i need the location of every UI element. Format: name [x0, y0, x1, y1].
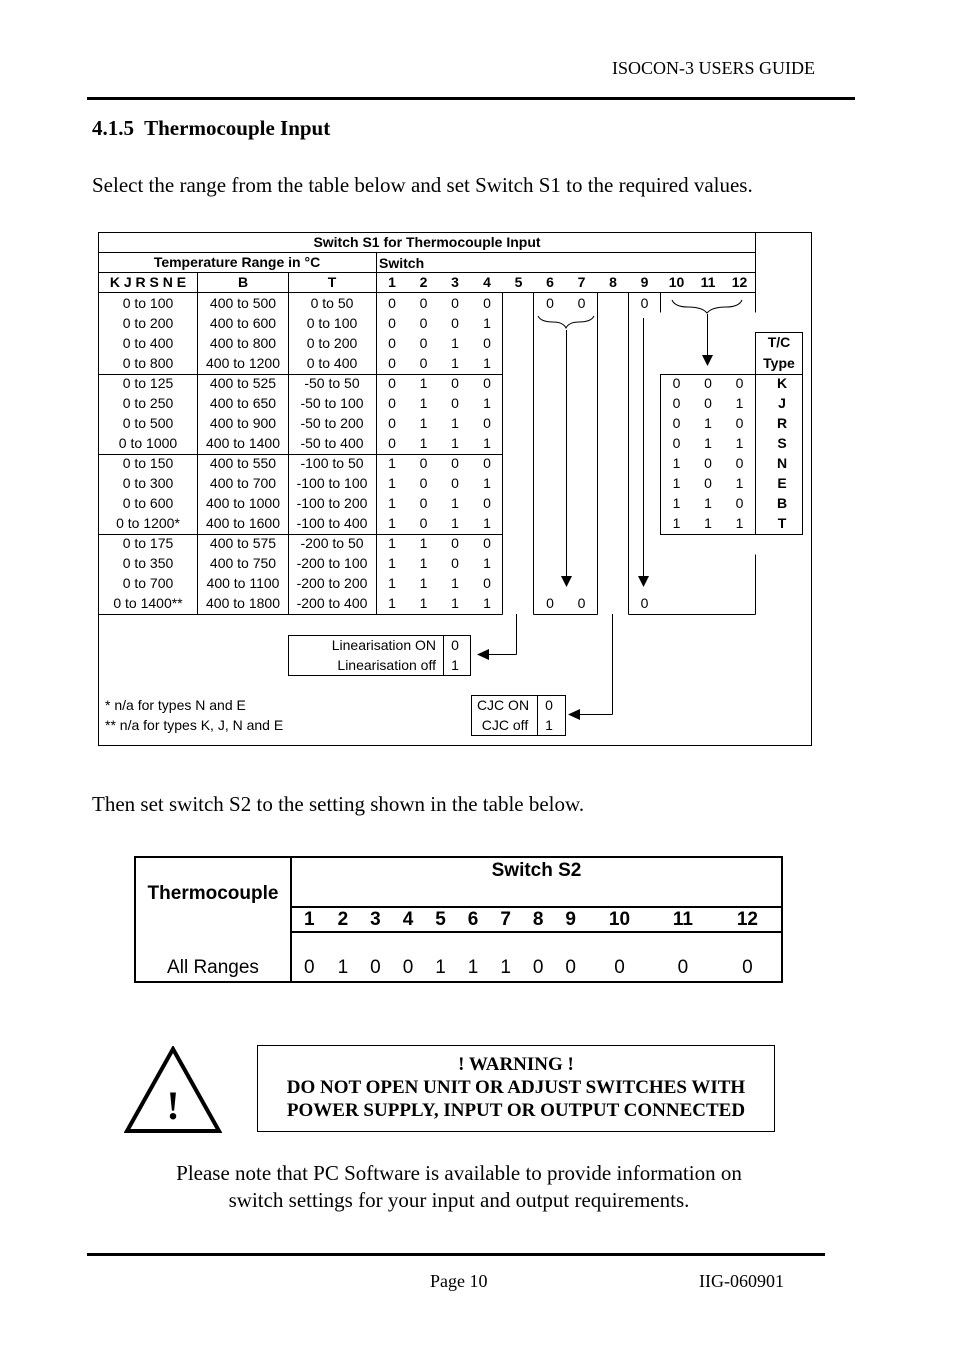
s2-switch-value: 1 [457, 932, 490, 982]
s1-switch-value: 0 [483, 295, 491, 311]
s1-switch-value: 1 [483, 315, 491, 331]
s1-range-cell: -200 to 400 [296, 595, 368, 611]
s1-range-cell: 0 to 1000 [118, 435, 178, 451]
s1-tc-type: S [777, 435, 787, 451]
s1-switch-value: 0 [388, 395, 396, 411]
section-heading: 4.1.5 Thermocouple Input [92, 116, 331, 140]
s1-switch-value: 1 [419, 435, 428, 451]
s1-tc-type-header: T/C [767, 334, 791, 350]
s1-range-cell: 400 to 1100 [206, 575, 280, 591]
s1-tc-bit: 1 [672, 475, 681, 491]
s1-tc-type: K [776, 375, 788, 391]
s1-switch-value: 0 [419, 315, 428, 331]
s1-switch-value: 1 [451, 495, 459, 511]
s1-switch-value: 0 [483, 375, 491, 391]
s1-range-cell: 0 to 1200* [116, 515, 180, 531]
s1-switch-value: 0 [419, 335, 428, 351]
s2-switch-number: 7 [489, 907, 522, 932]
s1-sw7-top: 0 [577, 295, 586, 311]
s1-switch-value: 1 [483, 355, 491, 371]
s1-tc-bit: 0 [672, 375, 681, 391]
note-line-1: Please note that PC Software is available to provide information on [176, 1161, 742, 1185]
s1-switch-value: 1 [419, 375, 428, 391]
s2-switch-value: 0 [291, 932, 327, 982]
s1-switch-value: 0 [388, 435, 396, 451]
cjc-off-label: CJC off [481, 717, 529, 733]
s1-switch-number: 9 [640, 274, 649, 290]
s1-switch-value: 0 [388, 355, 396, 371]
s1-switch-value: 1 [483, 475, 491, 491]
s1-tc-bit: 1 [704, 495, 712, 511]
s1-switch-value: 0 [419, 295, 428, 311]
linearisation-off-label: Linearisation off [337, 657, 436, 673]
s1-switch-value: 0 [451, 315, 459, 331]
footer-rule [87, 1253, 825, 1256]
s1-tc-bit: 1 [672, 515, 681, 531]
s2-switch-value: 0 [652, 932, 714, 982]
s1-range-cell: 400 to 750 [209, 555, 277, 571]
s1-range-cell: 400 to 575 [209, 535, 277, 551]
s1-range-cell: 0 to 400 [122, 335, 174, 351]
s1-switch-value: 1 [419, 415, 428, 431]
s1-tc-bit: 0 [672, 415, 681, 431]
s1-sw9-top: 0 [640, 295, 649, 311]
s1-tc-type: B [776, 495, 788, 511]
s1-range-cell: -50 to 200 [300, 415, 364, 431]
s1-range-cell: -100 to 100 [296, 475, 368, 491]
s1-tc-type: E [777, 475, 787, 491]
s1-switch-value: 0 [483, 335, 491, 351]
s1-range-cell: 0 to 200 [306, 335, 358, 351]
s1-switch-number: 6 [546, 274, 554, 290]
s2-switch-number: 3 [359, 907, 392, 932]
s1-switch-value: 1 [388, 515, 396, 531]
s1-tc-bit: 1 [704, 515, 712, 531]
s1-switch-value: 1 [388, 495, 396, 511]
s1-switch-value: 1 [451, 335, 459, 351]
s1-range-cell: 0 to 1400** [113, 595, 183, 611]
s1-switch-value: 0 [483, 575, 491, 591]
s1-range-cell: -50 to 100 [300, 395, 364, 411]
s2-switch-number: 8 [522, 907, 555, 932]
s1-range-cell: 0 to 150 [122, 455, 174, 471]
s1-switch-value: 0 [451, 455, 459, 471]
s2-switch-value: 0 [587, 932, 652, 982]
s1-switch-value: 0 [419, 475, 428, 491]
s1-switch-value: 1 [451, 435, 459, 451]
s1-range-cell: 0 to 50 [310, 295, 354, 311]
s1-tc-type: N [776, 455, 788, 471]
s2-switch-number: 12 [714, 907, 782, 932]
s1-switch-value: 1 [483, 595, 491, 611]
s1-range-cell: 0 to 350 [122, 555, 174, 571]
s1-range-cell: 0 to 175 [122, 535, 174, 551]
s1-col-header: B [237, 274, 249, 290]
s1-range-cell: 0 to 250 [122, 395, 174, 411]
s1-tc-bit: 0 [735, 375, 744, 391]
s1-switch-value: 0 [419, 495, 428, 511]
s1-switch-value: 1 [388, 535, 396, 551]
cjc-off-value: 1 [545, 717, 553, 733]
s1-range-cell: 400 to 900 [209, 415, 277, 431]
s1-switch-value: 0 [483, 415, 491, 431]
s1-switch-value: 0 [388, 375, 396, 391]
s1-switch-value: 0 [419, 515, 428, 531]
s1-tc-bit: 1 [672, 455, 681, 471]
s2-row-label: All Ranges [135, 932, 291, 982]
intro-text: Select the range from the table below and set Switch S1 to the required values. [92, 173, 753, 197]
s1-switch-number: 8 [609, 274, 617, 290]
s1-switch-number: 4 [483, 274, 491, 290]
s1-switch-value: 1 [483, 555, 491, 571]
s2-switch-number: 10 [587, 907, 652, 932]
s1-tc-bit: 0 [735, 415, 744, 431]
s2-switch-number: 6 [457, 907, 490, 932]
s1-range-cell: 0 to 200 [122, 315, 174, 331]
s1-range-cell: 0 to 100 [306, 315, 358, 331]
linearisation-on-label: Linearisation ON [331, 637, 436, 653]
s2-switch-number: 11 [652, 907, 714, 932]
s1-switch-value: 0 [483, 455, 491, 471]
s1-switch-value: 0 [451, 295, 459, 311]
s1-switch-number: 11 [700, 274, 716, 290]
s2-switch-value: 0 [392, 932, 425, 982]
switch-s2-table [134, 856, 783, 983]
s1-tc-type: R [776, 415, 788, 431]
s1-switch-value: 0 [451, 475, 459, 491]
guide-title: ISOCON-3 USERS GUIDE [612, 58, 816, 78]
s1-tc-bit: 1 [704, 415, 712, 431]
s1-switch-number: 7 [577, 274, 586, 290]
s1-tc-type: T [777, 515, 787, 531]
s2-switch-number: 5 [424, 907, 457, 932]
s1-switch-value: 1 [483, 395, 491, 411]
page-number: Page 10 [430, 1271, 488, 1291]
s1-switch-value: 1 [419, 595, 428, 611]
s1-switch-value: 1 [483, 435, 491, 451]
s1-switch-value: 1 [419, 555, 428, 571]
s1-switch-value: 0 [388, 335, 396, 351]
s1-tc-bit: 1 [672, 495, 681, 511]
s1-switch-value: 0 [451, 555, 459, 571]
note-text [0, 1160, 918, 1214]
s1-switch-value: 0 [419, 355, 428, 371]
s2-intro-text: Then set switch S2 to the setting shown in the table below. [92, 792, 585, 816]
s1-switch-value: 1 [388, 575, 396, 591]
s2-empty-cell [135, 907, 291, 932]
cjc-on-label: CJC ON [476, 697, 530, 713]
s1-sw9-bottom: 0 [640, 595, 649, 611]
s1-switch-value: 0 [388, 295, 396, 311]
s1-switch-value: 0 [451, 395, 459, 411]
cjc-on-value: 0 [545, 697, 553, 713]
s2-switch-number: 1 [291, 907, 327, 932]
footnote-1: * n/a for types N and E [105, 697, 246, 713]
s2-switch-value: 1 [489, 932, 522, 982]
s2-switch-number: 9 [554, 907, 587, 932]
s1-switch-value: 1 [451, 595, 459, 611]
s1-range-header: Temperature Range in °C [153, 254, 321, 270]
s2-row-header: Thermocouple [135, 857, 291, 907]
s1-tc-bit: 0 [735, 495, 744, 511]
s1-switch-value: 1 [451, 575, 459, 591]
s1-tc-type-header: Type [763, 355, 795, 371]
warning-icon-glyph: ! [166, 1083, 180, 1128]
s1-sw6-bottom: 0 [546, 595, 554, 611]
s1-range-cell: 400 to 1200 [206, 355, 280, 371]
s1-range-cell: 0 to 500 [122, 415, 174, 431]
s1-switch-value: 1 [451, 355, 459, 371]
s1-tc-bit: 1 [735, 475, 744, 491]
s1-range-cell: 0 to 300 [122, 475, 174, 491]
s1-switch-value: 1 [419, 575, 428, 591]
s1-range-cell: -100 to 400 [296, 515, 368, 531]
s1-tc-bit: 1 [735, 435, 744, 451]
s1-switch-number: 2 [419, 274, 428, 290]
s1-switch-value: 0 [419, 455, 428, 471]
s1-switch-value: 1 [388, 475, 396, 491]
s1-range-cell: 0 to 800 [122, 355, 174, 371]
s1-tc-bit: 0 [704, 395, 712, 411]
s2-switch-value: 0 [359, 932, 392, 982]
s1-range-cell: 400 to 1400 [206, 435, 280, 451]
s1-tc-bit: 1 [735, 515, 744, 531]
s1-range-cell: -100 to 200 [296, 495, 368, 511]
s1-tc-bit: 0 [672, 435, 681, 451]
s1-range-cell: -200 to 200 [296, 575, 368, 591]
s1-switch-number: 1 [388, 274, 396, 290]
s1-range-cell: -100 to 50 [300, 455, 364, 471]
s1-title: Switch S1 for Thermocouple Input [313, 234, 541, 250]
s2-switch-number: 4 [392, 907, 425, 932]
doc-id: IIG-060901 [699, 1271, 784, 1291]
s1-range-cell: 400 to 1800 [206, 595, 280, 611]
s2-switch-number: 2 [327, 907, 360, 932]
warning-line-2: POWER SUPPLY, INPUT OR OUTPUT CONNECTED [286, 1100, 746, 1121]
s1-col-header: T [327, 274, 337, 290]
s1-range-cell: -200 to 100 [296, 555, 368, 571]
s1-switch-number: 5 [514, 274, 523, 290]
s1-switch-value: 0 [483, 535, 491, 551]
s1-switch-value: 1 [419, 395, 428, 411]
s1-switch-value: 1 [388, 455, 396, 471]
s1-range-cell: 400 to 800 [209, 335, 277, 351]
s1-switch-number: 10 [668, 274, 685, 290]
s1-tc-bit: 0 [704, 455, 712, 471]
s1-switch-value: 1 [451, 415, 459, 431]
s2-switch-value: 1 [424, 932, 457, 982]
linearisation-on-value: 0 [451, 637, 459, 653]
s1-switch-value: 1 [419, 535, 428, 551]
s1-sw6-top: 0 [546, 295, 554, 311]
s2-switch-value: 1 [327, 932, 360, 982]
s1-switch-value: 0 [483, 495, 491, 511]
s1-switch-value: 0 [451, 535, 459, 551]
s1-range-cell: -50 to 400 [300, 435, 364, 451]
s1-tc-bit: 0 [704, 475, 712, 491]
s1-range-cell: 0 to 100 [122, 295, 174, 311]
s1-range-cell: 0 to 700 [122, 575, 174, 591]
s1-range-cell: 400 to 600 [209, 315, 277, 331]
s1-tc-bit: 1 [704, 435, 712, 451]
warning-line-1: DO NOT OPEN UNIT OR ADJUST SWITCHES WITH [286, 1077, 746, 1098]
s1-range-cell: -200 to 50 [300, 535, 364, 551]
s1-range-cell: 400 to 650 [209, 395, 277, 411]
s1-switch-value: 0 [388, 415, 396, 431]
warning-title: ! WARNING ! [458, 1054, 574, 1075]
s1-range-cell: 400 to 525 [209, 375, 277, 391]
s1-switch-value: 1 [451, 515, 459, 531]
s1-switch-value: 0 [388, 315, 396, 331]
s1-tc-bit: 0 [735, 455, 744, 471]
s1-range-cell: 400 to 700 [209, 475, 277, 491]
footnote-2: ** n/a for types K, J, N and E [105, 717, 284, 733]
s1-switch-value: 0 [451, 375, 459, 391]
s1-sw7-bottom: 0 [577, 595, 586, 611]
s1-range-cell: 400 to 550 [209, 455, 277, 471]
s1-switch-number: 12 [731, 274, 748, 290]
warning-box [257, 1045, 775, 1132]
warning-triangle-icon [124, 1046, 222, 1134]
s1-range-cell: -50 to 50 [304, 375, 360, 391]
s1-range-cell: 400 to 500 [209, 295, 277, 311]
s1-range-cell: 0 to 400 [306, 355, 358, 371]
s2-switch-value: 0 [714, 932, 782, 982]
s1-range-cell: 0 to 600 [122, 495, 174, 511]
s1-switch-value: 1 [483, 515, 491, 531]
s1-col-header: K J R S N E [109, 274, 187, 290]
linearisation-off-value: 1 [451, 657, 459, 673]
s2-switch-value: 0 [522, 932, 555, 982]
s2-switch-value: 0 [554, 932, 587, 982]
s2-title: Switch S2 [291, 857, 782, 907]
note-line-2: switch settings for your input and output requirements. [228, 1188, 690, 1212]
s1-switch-value: 1 [388, 595, 396, 611]
s1-switch-number: 3 [451, 274, 459, 290]
s1-switch-value: 1 [388, 555, 396, 571]
s1-tc-type: J [778, 395, 786, 411]
s1-range-cell: 400 to 1600 [206, 515, 280, 531]
s1-range-cell: 400 to 1000 [206, 495, 280, 511]
s1-switch-header: Switch [379, 255, 425, 271]
s1-tc-bit: 1 [735, 395, 744, 411]
s1-tc-bit: 0 [672, 395, 681, 411]
s1-range-cell: 0 to 125 [122, 375, 174, 391]
s1-tc-bit: 0 [704, 375, 712, 391]
